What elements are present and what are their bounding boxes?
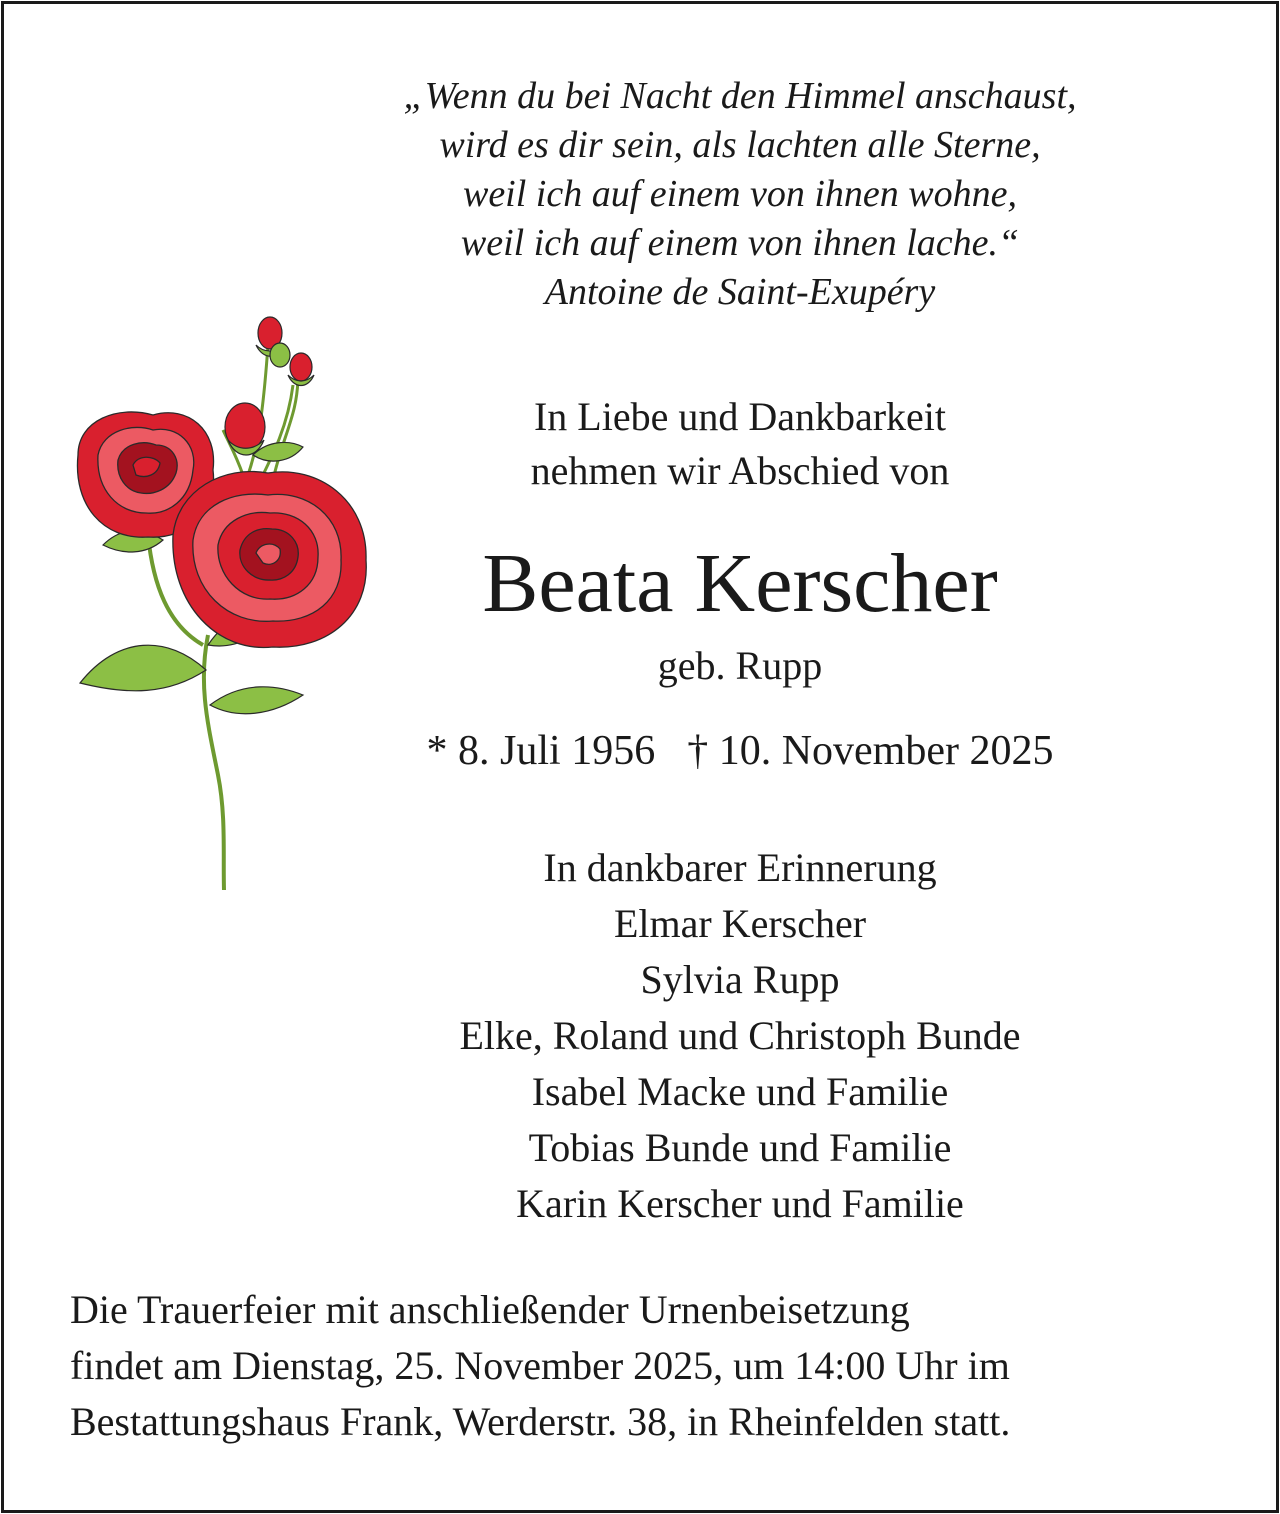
- maiden-name: geb. Rupp: [657, 643, 823, 688]
- birth-date: * 8. Juli 1956: [426, 728, 656, 774]
- mourners-heading: In dankbarer Erinnerung: [543, 845, 937, 890]
- mourners-list: [300, 840, 1180, 1232]
- mourner-name: Elke, Roland und Christoph Bunde: [459, 1013, 1021, 1058]
- service-line: findet am Dienstag, 25. November 2025, um 14:00 Uhr im: [70, 1343, 1010, 1388]
- quote-line: wird es dir sein, als lachten alle Sterne,: [439, 124, 1041, 166]
- service-details: [70, 1282, 1250, 1450]
- death-date: † 10. November 2025: [687, 728, 1054, 774]
- service-line: Bestattungshaus Frank, Werderstr. 38, in Rheinfelden statt.: [70, 1399, 1011, 1444]
- quote-line: weil ich auf einem von ihnen lache.“: [460, 222, 1020, 264]
- mourner-name: Karin Kerscher und Familie: [516, 1181, 964, 1226]
- mourner-name: Isabel Macke und Familie: [531, 1069, 949, 1114]
- quote-line: weil ich auf einem von ihnen wohne,: [462, 173, 1018, 215]
- service-line: Die Trauerfeier mit anschließender Urnenbeisetzung: [70, 1287, 910, 1332]
- mourner-name: Elmar Kerscher: [613, 901, 867, 946]
- intro-line: In Liebe und Dankbarkeit: [533, 394, 947, 439]
- intro-line: nehmen wir Abschied von: [530, 448, 950, 493]
- life-dates: [300, 724, 1180, 778]
- poem-quote: [300, 72, 1180, 317]
- mourner-name: Sylvia Rupp: [640, 957, 840, 1002]
- deceased-name: Beata Kerscher: [482, 537, 998, 630]
- intro-text: [300, 390, 1180, 498]
- quote-author: Antoine de Saint-Exupéry: [544, 271, 936, 313]
- quote-line: „Wenn du bei Nacht den Himmel anschaust,: [403, 75, 1077, 117]
- mourner-name: Tobias Bunde und Familie: [528, 1125, 952, 1170]
